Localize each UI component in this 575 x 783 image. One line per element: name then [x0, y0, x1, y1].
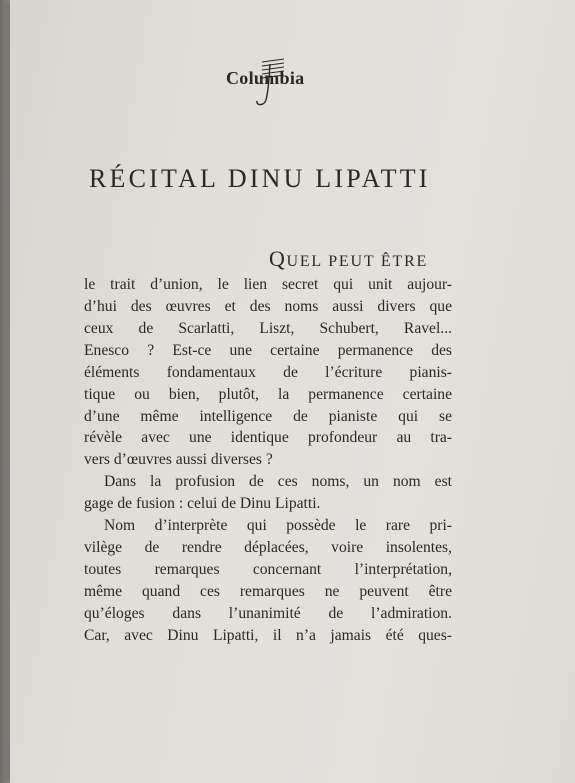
- text-line: toutes remarques concernant l’interprétation,: [84, 561, 452, 578]
- logo-wordmark: Columbia: [226, 68, 305, 88]
- text-line: Nom d’interprète qui possède le rare pri-: [104, 517, 452, 534]
- text-line: éléments fondamentaux de l’écriture pianis-: [84, 364, 452, 381]
- columbia-logo: [222, 58, 322, 110]
- text-line: gage de fusion : celui de Dinu Lipatti.: [84, 495, 321, 512]
- text-line: Enesco ? Est-ce une certaine permanence des: [84, 342, 452, 359]
- text-line: révèle avec une identique profondeur au tra-: [84, 429, 452, 446]
- page-title: RÉCITAL DINU LIPATTI: [89, 164, 431, 193]
- lead-initial: Q: [269, 246, 287, 271]
- page-edge-shadow: [0, 0, 10, 783]
- text-line: d’hui des œuvres et des noms aussi divers que: [84, 298, 452, 315]
- text-line: même quand ces remarques ne peuvent être: [84, 583, 452, 600]
- lead-in-heading: [269, 246, 428, 272]
- text-line: ceux de Scarlatti, Liszt, Schubert, Ravel...: [84, 320, 452, 337]
- text-line: d’une même intelligence de pianiste qui se: [84, 408, 452, 425]
- text-line: vilège de rendre déplacées, voire insolentes,: [84, 539, 452, 556]
- text-line: Car, avec Dinu Lipatti, il n’a jamais été ques-: [84, 627, 452, 644]
- text-line: qu’éloges dans l’unanimité de l’admiration.: [84, 605, 452, 622]
- text-line: vers d’œuvres aussi diverses ?: [84, 451, 273, 468]
- document-page: [10, 0, 575, 783]
- lead-rest: UEL PEUT ÊTRE: [286, 253, 429, 270]
- text-line: tique ou bien, plutôt, la permanence certaine: [84, 386, 452, 403]
- text-line: Dans la profusion de ces noms, un nom est: [104, 473, 452, 490]
- text-line: le trait d’union, le lien secret qui unit aujour-: [84, 276, 452, 293]
